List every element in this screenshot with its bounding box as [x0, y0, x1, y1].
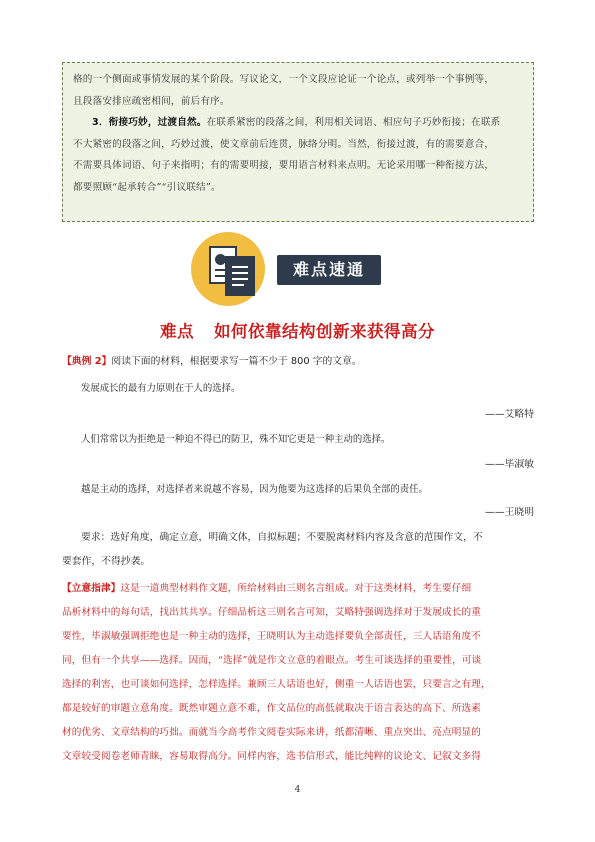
analysis-line-7: 材的优劣、文章结构的巧拙。而就当今高考作文阅卷实际来讲，纸都清晰、重点突出、亮点明显的	[62, 727, 481, 738]
quote-1: 发展成长的最有力原则在于人的选择。	[81, 383, 241, 394]
analysis-line-5: 选择的利害，也可谈如何选择，怎样选择。兼顾三人话语也好，侧重一人话语也罢，只要言之有理，	[62, 679, 491, 690]
section-banner	[185, 230, 395, 310]
analysis-line-8: 文章较受阅卷老师青睐，容易取得高分。同样内容，选书信形式，能比纯粹的议论文、记叙文多得	[62, 751, 481, 762]
page-number: 4	[294, 785, 301, 795]
tip-point3-line-4: 都要照顾“起承转合”“引议联结”。	[73, 181, 221, 193]
tip-line-2: 且段落安排应疏密相间，前后有序。	[73, 95, 230, 107]
tip-point3-line-3: 不需要具体词语、句子来指明；有的需要明接，要用语言材料来点明。无论采用哪一种衔接方法，	[73, 160, 495, 171]
quote-2: 人们常常以为拒绝是一种迫不得已的防卫，殊不知它更是一种主动的选择。	[81, 434, 391, 445]
example-tag: 【典例 2】	[62, 356, 112, 367]
banner-label: 难点速通	[277, 255, 381, 285]
analysis-text-1: 这是一道典型材料作文题，所给材料由三则名言组成。对于这类材料，考生要仔细	[120, 583, 472, 594]
section-title-main: 如何依靠结构创新来获得高分	[214, 322, 435, 341]
documents-chart-icon	[191, 232, 265, 306]
analysis-tag: 【立意指津】	[62, 583, 121, 594]
tip-point3-line-2: 不大紧密的段落之间，巧妙过渡，使文章前后连贯，脉络分明。当然，衔接过渡，有的需要意合，	[73, 138, 495, 150]
analysis-line-2: 品析材料中的每句话，找出其共享。仔细品析这三则名言可知，艾略特强调选择对于发展成长的重	[62, 607, 481, 618]
tip-point3-label: 3．衔接巧妙，过渡自然。	[92, 117, 207, 128]
example-prompt: 阅读下面的材料，根据要求写一篇不少于 800 字的文章。	[111, 356, 362, 367]
section-title-prefix: 难点	[160, 322, 194, 341]
tip-box	[62, 62, 534, 222]
quote-1-author: ——艾略特	[485, 409, 534, 420]
analysis-line-4: 同，但有一个共享——选择。因而，“选择”就是作文立意的着眼点。考生可谈选择的重要性，可谈	[62, 655, 482, 666]
quote-3-author: ——王晓明	[485, 507, 534, 518]
analysis-line-1	[62, 580, 471, 594]
requirement-line-2: 要套作，不得抄袭。	[62, 556, 151, 567]
example-heading	[62, 353, 362, 367]
analysis-line-3: 要性，毕淑敏强调拒绝也是一种主动的选择，王晓明认为主动选择要负全部责任，三人话语角度不	[62, 631, 481, 642]
requirement-line-1: 要求：选好角度，确定立意，明确文体，自拟标题；不要脱离材料内容及含意的范围作文，不	[81, 532, 483, 543]
document-front-icon	[225, 256, 255, 296]
tip-point3	[73, 112, 524, 134]
section-title	[0, 318, 595, 342]
quote-2-author: ——毕淑敏	[485, 459, 534, 470]
tip-line-1: 格的一个侧面或事情发展的某个阶段。写议论文，一个文段应论证一个论点，或列举一个事例等，	[73, 74, 495, 85]
analysis-line-6: 都是较好的审题立意角度。既然审题立意不难，作文品位的高低就取决于语言表达的高下、所选素	[62, 703, 481, 714]
quote-3: 越是主动的选择，对选择者来说越不容易，因为他要为这选择的后果负全部的责任。	[81, 484, 428, 495]
tip-point3-text: 在联系紧密的段落之间，利用相关词语、相应句子巧妙衔接；在联系	[206, 117, 501, 128]
